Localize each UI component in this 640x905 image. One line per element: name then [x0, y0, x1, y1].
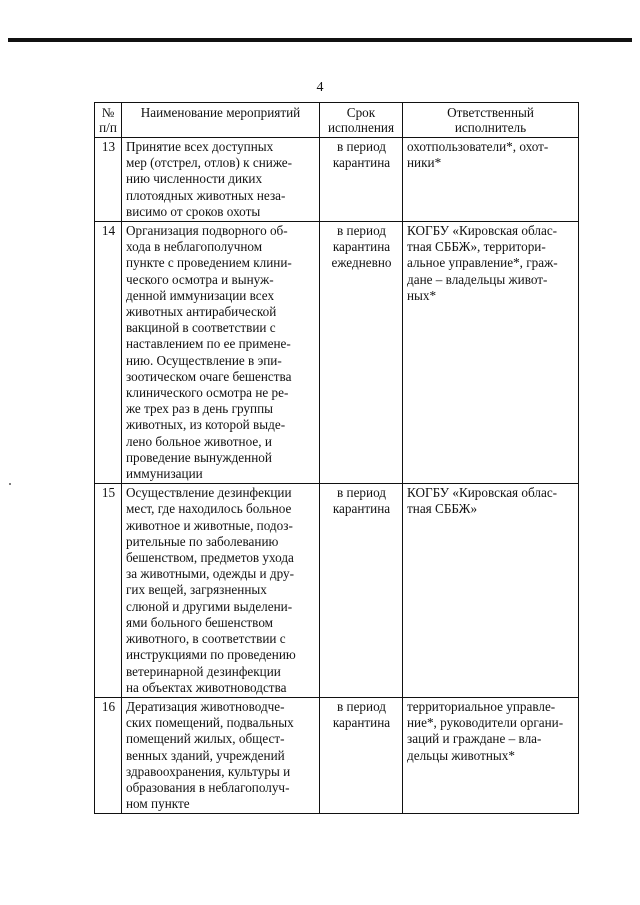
- execution-term-line: ежедневно: [331, 255, 392, 271]
- header-num-line: п/п: [99, 120, 117, 135]
- execution-term-line: в период: [336, 698, 386, 714]
- measure-name: [122, 697, 320, 813]
- measure-name-line: ями больного бешенством: [126, 614, 274, 630]
- measure-name-line: помещений жилых, общест-: [126, 731, 285, 747]
- execution-term: [320, 484, 403, 698]
- measure-name-line: лено больное животное, и: [126, 433, 272, 449]
- responsible-party: [403, 138, 579, 222]
- page-number: 4: [316, 80, 324, 95]
- table-row: [95, 697, 579, 813]
- measure-name-line: рительные по заболеванию: [126, 533, 279, 549]
- row-number-text: 16: [101, 698, 116, 714]
- header-num-line: №: [101, 105, 115, 120]
- measure-name-line: же трех раз в день группы: [126, 401, 273, 417]
- row-number-text: 14: [101, 223, 116, 239]
- measures-table: [94, 102, 579, 814]
- header-term-line: исполнения: [327, 120, 395, 135]
- measure-name: [122, 138, 320, 222]
- responsible-party-line: дане – владельцы живот-: [407, 271, 548, 287]
- row-number-text: 15: [101, 485, 116, 501]
- execution-term: [320, 138, 403, 222]
- table-body: [95, 138, 579, 814]
- measure-name-line: Организация подворного об-: [126, 223, 288, 239]
- measure-name-line: венных зданий, учреждений: [126, 747, 285, 763]
- measure-name-line: животных антирабической: [126, 304, 277, 320]
- header-responsible: [403, 103, 579, 138]
- responsible-party-line: ники*: [407, 155, 442, 171]
- measure-name-line: мер (отстрел, отлов) к сниже-: [126, 155, 293, 171]
- measure-name-line: зоотическом очаге бешенства: [126, 368, 292, 384]
- header-num: [95, 103, 122, 138]
- responsible-party-line: альное управление*, граж-: [407, 255, 558, 271]
- measure-name-line: проведение вынужденной: [126, 449, 272, 465]
- responsible-party-line: ние*, руководители органи-: [407, 715, 564, 731]
- measure-name-line: висимо от сроков охоты: [126, 203, 261, 219]
- measure-name-line: Дератизация животноводче-: [126, 698, 285, 714]
- responsible-party-line: охотпользователи*, охот-: [407, 139, 549, 154]
- header-name-text: Наименование мероприятий: [140, 105, 301, 120]
- responsible-party-line: КОГБУ «Кировская облас-: [407, 223, 558, 239]
- measure-name-line: мест, где находилось больное: [126, 501, 292, 517]
- measure-name-line: иммунизации: [126, 466, 203, 482]
- header-responsible-line: исполнитель: [454, 120, 527, 135]
- measure-name-line: денной иммунизации всех: [126, 287, 275, 303]
- scan-speck: [9, 483, 11, 485]
- measure-name-line: Принятие всех доступных: [126, 139, 274, 154]
- row-number: [95, 222, 122, 484]
- measure-name-line: плотоядных животных неза-: [126, 187, 286, 203]
- execution-term-line: в период: [336, 139, 386, 154]
- responsible-party-line: заций и граждане – вла-: [407, 731, 542, 747]
- measure-name-line: пункте с проведением клини-: [126, 255, 292, 271]
- measure-name-line: ческого осмотра и вынуж-: [126, 271, 274, 287]
- measure-name-line: образования в неблагополуч-: [126, 779, 290, 795]
- measure-name: [122, 222, 320, 484]
- execution-term-line: карантина: [332, 715, 391, 731]
- responsible-party: [403, 222, 579, 484]
- measure-name-line: Осуществление дезинфекции: [126, 485, 292, 501]
- header-term-line: Срок: [346, 105, 376, 120]
- header-rule: [8, 38, 632, 42]
- execution-term-line: карантина: [332, 239, 391, 255]
- measure-name-line: за животными, одежды и дру-: [126, 566, 294, 582]
- measure-name-line: бешенством, предметов ухода: [126, 550, 294, 566]
- measure-name-line: гих вещей, загрязненных: [126, 582, 267, 598]
- table-row: [95, 484, 579, 698]
- execution-term-line: карантина: [332, 155, 391, 171]
- measure-name-line: на объектах животноводства: [126, 679, 287, 695]
- measure-name-line: ном пункте: [126, 796, 190, 812]
- measure-name-line: ских помещений, подвальных: [126, 715, 294, 731]
- measure-name-line: ветеринарной дезинфекции: [126, 663, 281, 679]
- execution-term-line: карантина: [332, 501, 391, 517]
- responsible-party-line: ных*: [407, 287, 437, 303]
- header-term: [320, 103, 403, 138]
- measure-name-line: наставлением по ее примене-: [126, 336, 291, 352]
- execution-term: [320, 697, 403, 813]
- table-row: [95, 222, 579, 484]
- responsible-party-line: тная СББЖ»: [407, 501, 478, 517]
- measure-name-line: животное и животные, подоз-: [126, 517, 293, 533]
- measure-name: [122, 484, 320, 698]
- responsible-party-line: КОГБУ «Кировская облас-: [407, 485, 558, 501]
- measure-name-line: животного, в соответствии с: [126, 631, 286, 647]
- measure-name-line: вакциной в соответствии с: [126, 320, 276, 336]
- row-number-text: 13: [101, 139, 116, 154]
- row-number: [95, 697, 122, 813]
- row-number: [95, 138, 122, 222]
- header-name: [122, 103, 320, 138]
- responsible-party-line: территориальное управле-: [407, 698, 556, 714]
- measure-name-line: животных, из которой выде-: [126, 417, 286, 433]
- measure-name-line: нию численности диких: [126, 171, 263, 187]
- execution-term: [320, 222, 403, 484]
- measure-name-line: здравоохранения, культуры и: [126, 763, 291, 779]
- table-header-row: [95, 103, 579, 138]
- responsible-party: [403, 484, 579, 698]
- measure-name-line: слюной и другими выделени-: [126, 598, 293, 614]
- responsible-party-line: тная СББЖ», территори-: [407, 239, 546, 255]
- responsible-party: [403, 697, 579, 813]
- execution-term-line: в период: [336, 223, 386, 239]
- table-row: [95, 138, 579, 222]
- header-responsible-line: Ответственный: [447, 105, 534, 120]
- responsible-party-line: дельцы животных*: [407, 747, 515, 763]
- execution-term-line: в период: [336, 485, 386, 501]
- row-number: [95, 484, 122, 698]
- measure-name-line: хода в неблагополучном: [126, 239, 263, 255]
- measure-name-line: клинического осмотра не ре-: [126, 385, 289, 401]
- measure-name-line: инструкциями по проведению: [126, 647, 296, 663]
- measure-name-line: нию. Осуществление в эпи-: [126, 352, 282, 368]
